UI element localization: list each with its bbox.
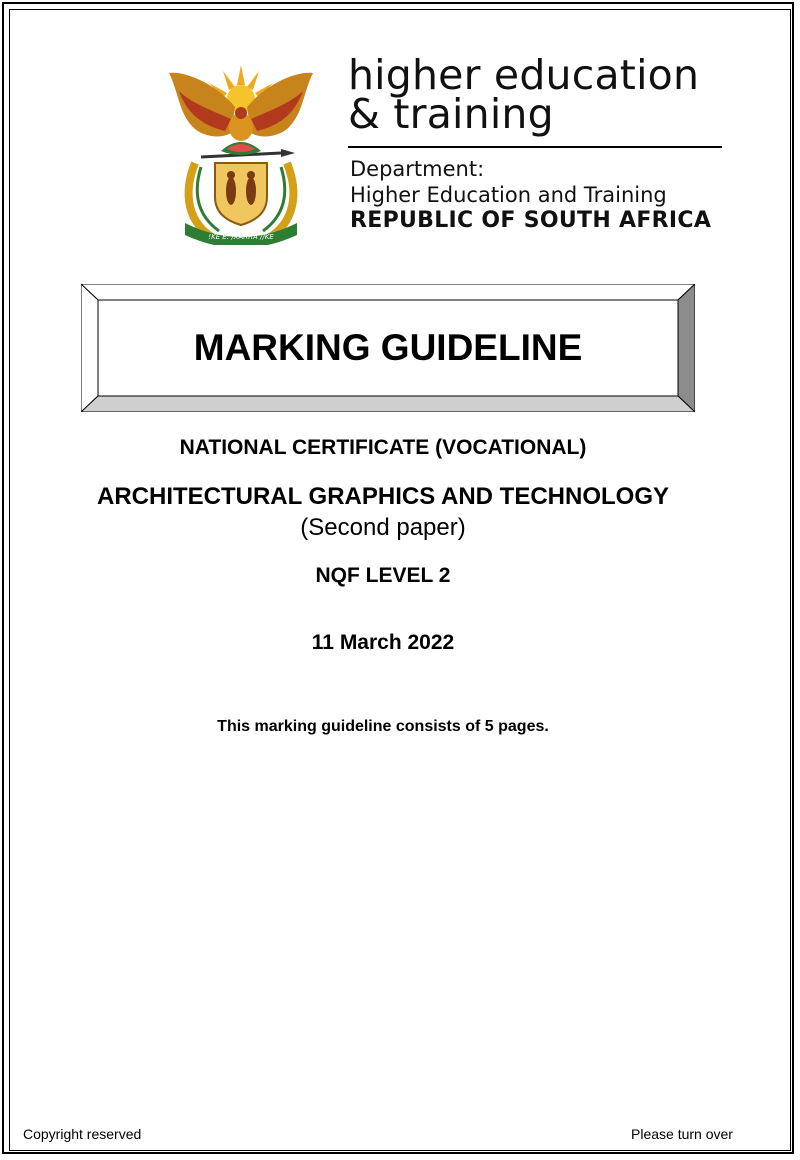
page-count-note: This marking guideline consists of 5 pages.	[217, 718, 549, 735]
department-label: Department:	[350, 157, 485, 181]
department-block	[350, 156, 711, 234]
copyright-footer: Copyright reserved	[23, 1126, 142, 1142]
brand-divider	[348, 146, 722, 148]
document-title: MARKING GUIDELINE	[193, 327, 583, 368]
country-name: REPUBLIC OF SOUTH AFRICA	[350, 208, 712, 233]
paper-name: (Second paper)	[300, 514, 466, 541]
certificate-name: NATIONAL CERTIFICATE (VOCATIONAL)	[179, 436, 587, 459]
department-name: Higher Education and Training	[350, 183, 667, 207]
exam-date: 11 March 2022	[311, 631, 455, 654]
brand-line-1: higher education	[348, 51, 700, 99]
turn-over-footer: Please turn over	[631, 1126, 733, 1142]
svg-text:!KE E: /XARRA //KE: !KE E: /XARRA //KE	[208, 233, 274, 241]
brand-wordmark	[348, 51, 700, 138]
brand-line-2: & training	[348, 90, 554, 138]
subject-name: ARCHITECTURAL GRAPHICS AND TECHNOLOGY	[96, 483, 669, 510]
coat-of-arms-icon	[165, 63, 317, 245]
nqf-level: NQF LEVEL 2	[315, 564, 451, 587]
